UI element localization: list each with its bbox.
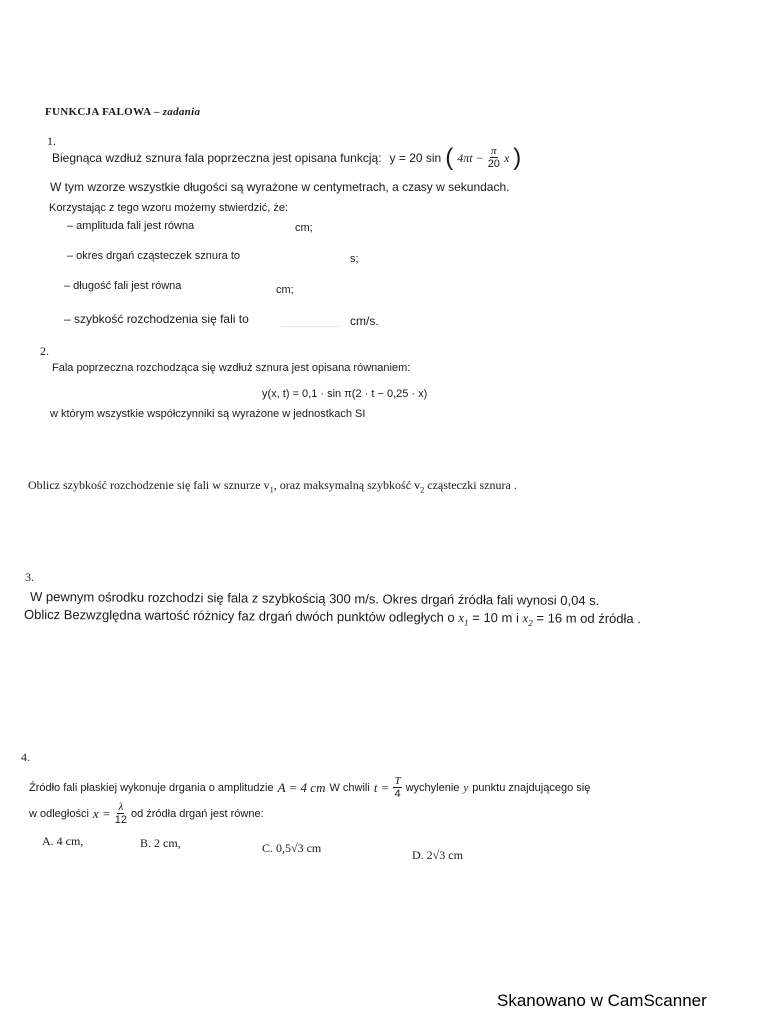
task4-t-lhs: t =	[373, 780, 390, 795]
task1-frac-num: π	[491, 145, 497, 157]
title-main: FUNKCJA FALOWA	[45, 106, 151, 118]
task1-item-speed-unit: cm/s.	[350, 314, 379, 328]
task1-item-wavelength-label: – długość fali jest równa	[64, 280, 182, 292]
camscanner-watermark: Skanowano w CamScanner	[497, 991, 707, 1010]
task1-eq-var: x	[503, 150, 510, 165]
task4-option-b: B. 2 cm,	[140, 836, 181, 850]
task4-number: 4.	[21, 750, 30, 764]
task4-option-c: C. 0,5√3 cm	[262, 841, 322, 855]
page-title	[45, 106, 200, 118]
task2-v2: $v_2$	[414, 478, 425, 495]
task2-question	[28, 478, 517, 494]
task2-question-c: cząsteczki sznura .	[427, 478, 517, 492]
task2-question-b: , oraz maksymalną szybkość	[273, 478, 412, 492]
task4-t-num: T	[394, 775, 401, 787]
task2-note: w którym wszystkie współczynniki są wyrażone w jednostkach SI	[50, 408, 366, 420]
task1-frac-den: 20	[487, 158, 500, 170]
task1-intro-line	[52, 146, 521, 170]
task4-line2-b: od źródła drgań jest równe:	[130, 808, 264, 820]
task4-line1	[29, 776, 590, 800]
task4-line1-b: W chwili	[329, 782, 370, 794]
task4-x-num: λ	[118, 801, 124, 813]
task2-number: 2.	[40, 344, 49, 358]
task2-equation: y(x, t) = 0,1 · sin π(2 · t − 0,25 · x)	[262, 388, 428, 400]
task1-eq-fraction	[488, 146, 500, 170]
task4-x-lhs: x =	[92, 806, 111, 821]
task3-x2-val: = 16 m od źródła	[536, 610, 634, 627]
task1-right-paren: )	[513, 144, 522, 171]
task4-amplitude: A = 4 cm	[277, 780, 326, 795]
task1-intro: Biegnąca wzdłuż sznura fala poprzeczna jest opisana funkcją:	[52, 151, 382, 165]
task3-dot: .	[637, 611, 641, 627]
task2-intro: Fala poprzeczna rozchodząca się wzdłuż sznura jest opisana równaniem:	[52, 362, 411, 374]
task1-item-wavelength-unit: cm;	[276, 284, 294, 296]
task1-number: 1.	[47, 134, 56, 148]
task1-eq-lhs: y = 20 sin	[389, 151, 442, 165]
task4-option-a: A. 4 cm,	[42, 834, 84, 848]
task4-line1-c: wychylenie	[405, 782, 460, 794]
task1-item-amplitude-unit: cm;	[295, 222, 313, 234]
task4-line1-d: punktu znajdującego się	[472, 782, 591, 794]
task2-question-a: Oblicz szybkość rozchodzenie się fali w sznurze	[28, 478, 261, 492]
task3-number: 3.	[25, 570, 34, 584]
task1-item-period-unit: s;	[350, 253, 359, 265]
task3-oblicz: Oblicz	[23, 606, 61, 623]
task3-line1: W pewnym ośrodku rozchodzi się fala z szybkością 300 m/s. Okres drgań źródła fali wynosi 0,04 s.	[29, 589, 600, 608]
task4-line2	[29, 802, 264, 826]
task3-x2: $x_2$	[522, 610, 533, 628]
task3-x1-val: = 10 m i	[472, 609, 519, 626]
task4-t-fraction	[393, 776, 401, 800]
task4-x-fraction	[115, 802, 127, 826]
task4-option-d: D. 2√3 cm	[412, 848, 463, 862]
task1-eq-term1: 4πt −	[457, 150, 484, 165]
task3-line2	[24, 607, 641, 629]
task1-speed-blank	[282, 326, 340, 327]
task2-v1: $v_1$	[263, 478, 274, 495]
task1-item-amplitude-label: – amplituda fali jest równa	[67, 220, 195, 232]
task4-y-var: y	[463, 782, 469, 794]
task3-question: Bezwzględna wartość różnicy faz drgań dwóch punktów odległych o	[63, 607, 455, 625]
task1-item-speed-label: – szybkość rozchodzenia się fali to	[64, 312, 249, 326]
task1-units-note: W tym wzorze wszystkie długości są wyrażone w centymetrach, a czasy w sekundach.	[50, 180, 510, 194]
task1-left-paren: (	[445, 144, 454, 171]
task4-t-den: 4	[394, 788, 401, 800]
task4-line1-a: Źródło fali płaskiej wykonuje drgania o amplitudzie	[29, 782, 274, 794]
task3-x1: $x_1$	[458, 609, 469, 628]
task1-lead: Korzystając z tego wzoru możemy stwierdzić, że:	[49, 202, 289, 214]
task4-x-den: 12	[114, 814, 127, 826]
task4-line2-a: w odległości	[29, 808, 89, 820]
title-dash: –	[153, 106, 160, 118]
title-sub: zadania	[162, 106, 201, 118]
task1-item-period-label: – okres drgań cząsteczek sznura to	[67, 250, 241, 262]
